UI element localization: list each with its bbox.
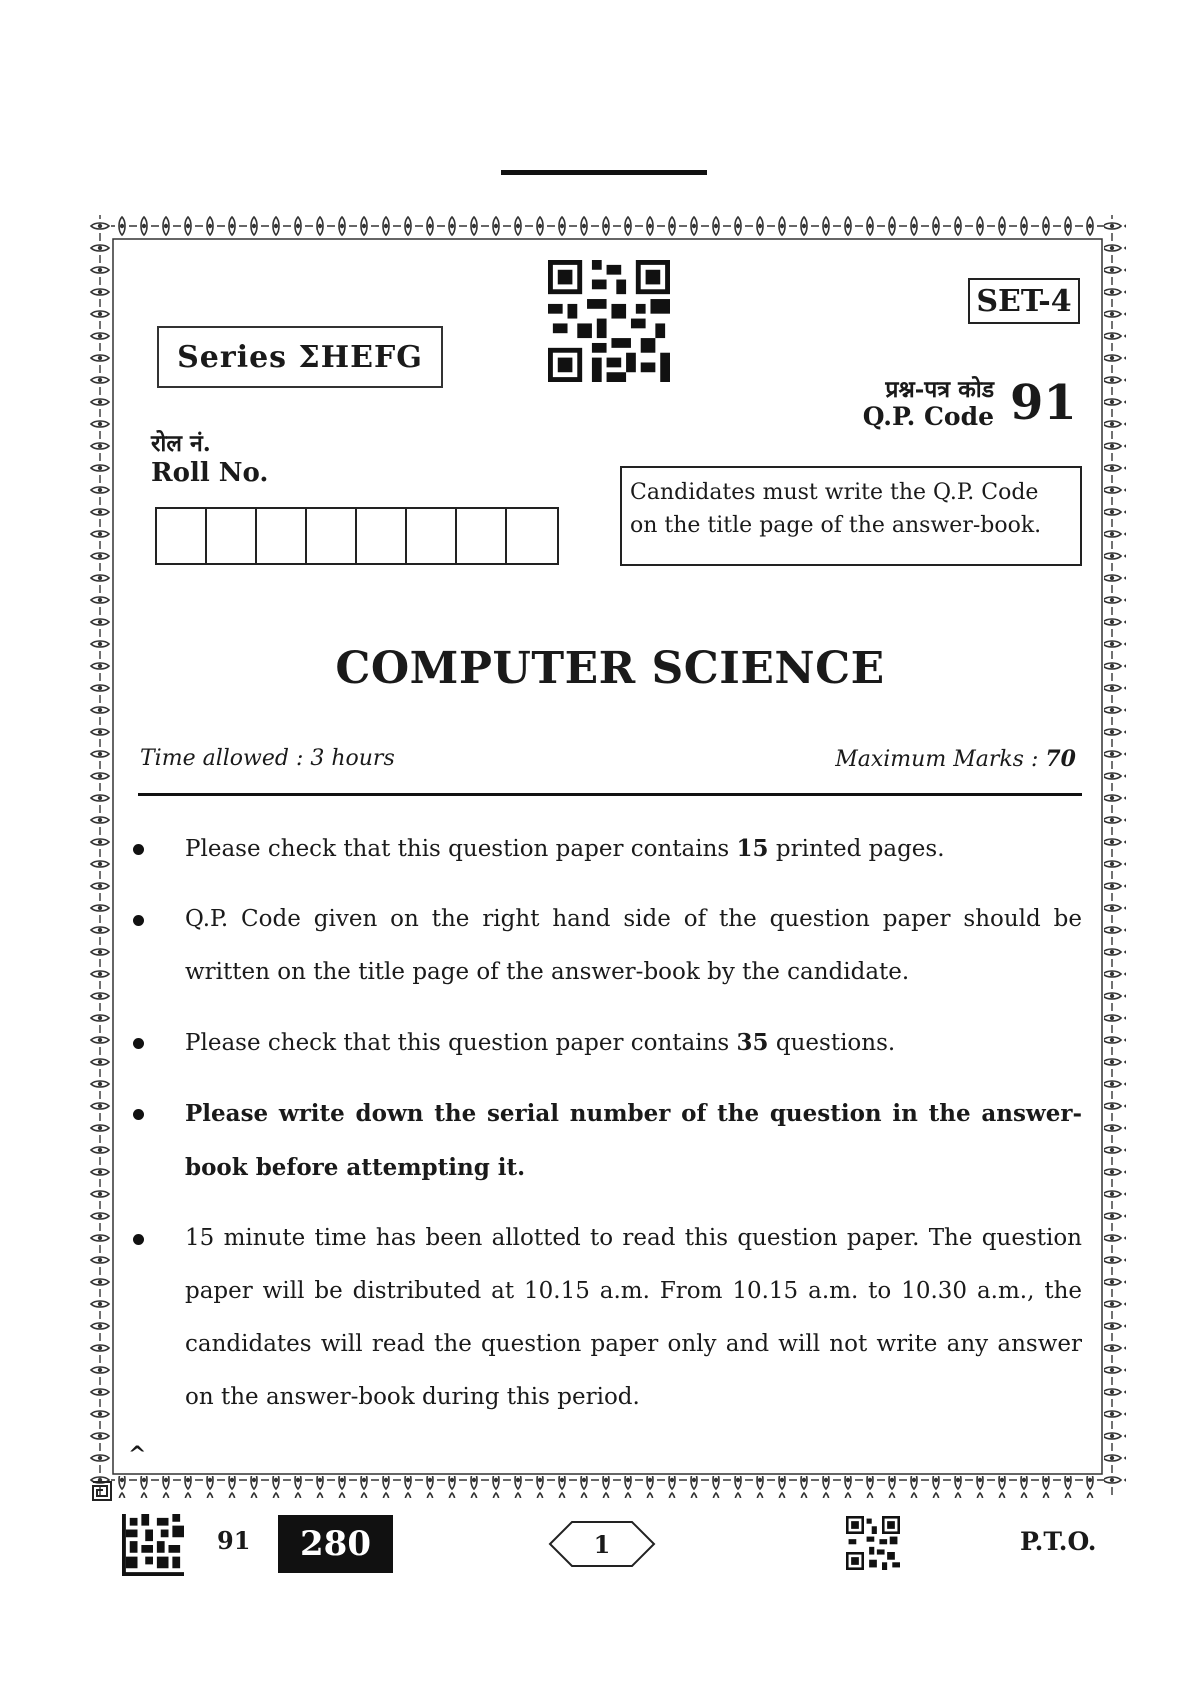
- instruction-bold: Please write down the serial number of the question in the answer-book before attempting it.: [185, 1100, 1082, 1181]
- instruction-text: Please check that this question paper contains: [185, 1030, 737, 1056]
- maximum-marks: [760, 746, 1076, 772]
- roll-number-cell[interactable]: [357, 509, 407, 563]
- roll-number-boxes[interactable]: [155, 507, 559, 565]
- time-allowed: Time allowed : 3 hours: [140, 746, 395, 771]
- series-label: Series ΣHEFG: [177, 339, 423, 375]
- instruction-item: [130, 893, 1082, 999]
- instruction-text: Q.P. Code given on the right hand side of the question paper should be written on the title page of the answer-book by the candidate.: [185, 906, 1082, 985]
- instruction-text: Please check that this question paper contains: [185, 836, 737, 862]
- bullet-icon: [133, 844, 144, 855]
- instruction-item: [130, 1087, 1082, 1195]
- qr-code-icon: [846, 1516, 900, 1570]
- series-box: [157, 326, 443, 388]
- qp-code-label: Q.P. Code: [862, 402, 994, 431]
- data-matrix-barcode-icon: [122, 1514, 184, 1576]
- instruction-item: [130, 822, 1082, 876]
- instruction-item: [130, 1212, 1082, 1424]
- bullet-icon: [133, 915, 144, 926]
- footer-number-box: [278, 1515, 393, 1573]
- footer-number: 280: [300, 1524, 371, 1564]
- roll-number-cell[interactable]: [507, 509, 557, 563]
- roll-number-cell[interactable]: [257, 509, 307, 563]
- bullet-icon: [133, 1234, 144, 1245]
- instruction-bold: 15: [736, 835, 769, 862]
- instruction-text: printed pages.: [768, 836, 945, 862]
- candidate-note-box: [620, 466, 1082, 566]
- qp-code-number: 91: [1010, 375, 1077, 431]
- instruction-text: questions.: [768, 1030, 896, 1056]
- instruction-text: 15 minute time has been allotted to read this question paper. The question paper will be distributed at 10.15 a.m. From 10.15 a.m. to 10.30 a.m., the candidates will read the question paper only and will not write any answer on the answer-book during this period.: [185, 1225, 1082, 1410]
- roll-number-cell[interactable]: [407, 509, 457, 563]
- instructions-list: [130, 822, 1082, 1441]
- instruction-bold: 35: [736, 1029, 769, 1056]
- set-label: SET-4: [976, 283, 1072, 319]
- top-rule-line: [501, 170, 707, 175]
- maximum-marks-label: Maximum Marks :: [835, 747, 1046, 772]
- footer-code: 91: [217, 1526, 251, 1555]
- qr-code-icon: [548, 260, 670, 382]
- candidate-note: Candidates must write the Q.P. Code on the title page of the answer-book.: [630, 480, 1042, 538]
- set-label-box: [968, 278, 1080, 324]
- bullet-icon: [133, 1038, 144, 1049]
- roll-number-cell[interactable]: [157, 509, 207, 563]
- roll-number-cell[interactable]: [307, 509, 357, 563]
- roll-number-hindi-label: रोल नं.: [151, 430, 211, 457]
- page-number: 1: [593, 1530, 611, 1559]
- caret-mark: ^: [128, 1442, 147, 1468]
- roll-number-label: Roll No.: [151, 458, 269, 488]
- header-divider: [138, 793, 1082, 796]
- qp-code-hindi-label: प्रश्न-पत्र कोड: [885, 376, 994, 403]
- instruction-item: [130, 1016, 1082, 1070]
- roll-number-cell[interactable]: [207, 509, 257, 563]
- bullet-icon: [133, 1109, 144, 1120]
- pto-label: P.T.O.: [1020, 1527, 1097, 1556]
- spiral-corner-icon: [91, 1480, 113, 1502]
- roll-number-cell[interactable]: [457, 509, 507, 563]
- subject-title: COMPUTER SCIENCE: [335, 643, 885, 694]
- maximum-marks-value: 70: [1045, 746, 1076, 772]
